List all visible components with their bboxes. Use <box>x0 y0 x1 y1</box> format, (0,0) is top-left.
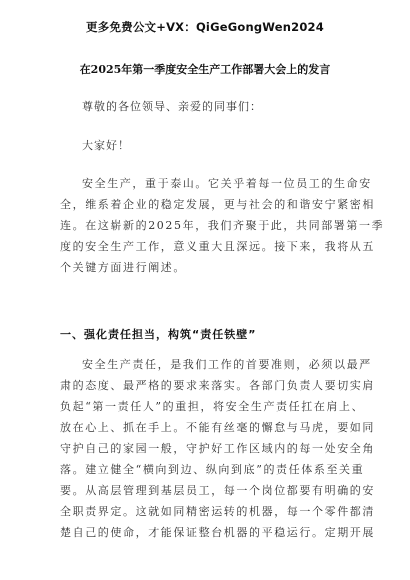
paragraph-line: 安全生产责任，是我们工作的首要准则，必须以最严 <box>82 358 372 371</box>
salutation-line: 大家好！ <box>82 139 130 152</box>
paragraph-line: 度的安全生产工作，意义重大且深远。接下来，我将从五 <box>60 240 375 253</box>
paragraph-line: 连。在这崭新的2025年，我们齐聚于此，共同部署第一季 <box>60 219 385 232</box>
document-title: 在2025年第一季度安全生产工作部署大会上的发言 <box>79 63 331 76</box>
paragraph-line: 个关键方面进行阐述。 <box>60 261 186 274</box>
paragraph-line: 落。建立健全“横向到边、纵向到底”的责任体系至关重 <box>60 463 365 476</box>
paragraph-line: 全，维系着企业的稳定发展，更与社会的和谐安宁紧密相 <box>60 198 375 211</box>
paragraph-line: 全职责界定。这就如同精密运转的机器，每一个零件都清 <box>60 505 375 518</box>
promo-header: 更多免费公文+VX：QiGeGongWen2024 <box>86 20 324 34</box>
greeting-line: 尊敬的各位领导、亲爱的同事们： <box>82 100 262 113</box>
paragraph-line: 守护自己的家园一般，守护好工作区域内的每一处安全角 <box>60 442 375 455</box>
paragraph-line: 楚自己的使命，才能保证整台机器的平稳运行。定期开展 <box>60 526 375 539</box>
section-heading: 一、强化责任担当，构筑“责任铁壁” <box>60 328 257 341</box>
paragraph-line: 要。从高层管理到基层员工，每一个岗位都要有明确的安 <box>60 484 375 497</box>
paragraph-line: 安全生产，重于泰山。它关乎着每一位员工的生命安 <box>82 177 372 190</box>
intro-paragraph <box>60 173 385 278</box>
paragraph-line: 肃的态度、最严格的要求来落实。各部门负责人要切实肩 <box>60 379 375 392</box>
paragraph-line: 负起“第一责任人”的重担，将安全生产责任扛在肩上、 <box>60 400 365 413</box>
paragraph-line: 放在心上、抓在手上。不能有丝毫的懈怠与马虎，要如同 <box>60 421 375 434</box>
section1-paragraph <box>60 354 375 543</box>
